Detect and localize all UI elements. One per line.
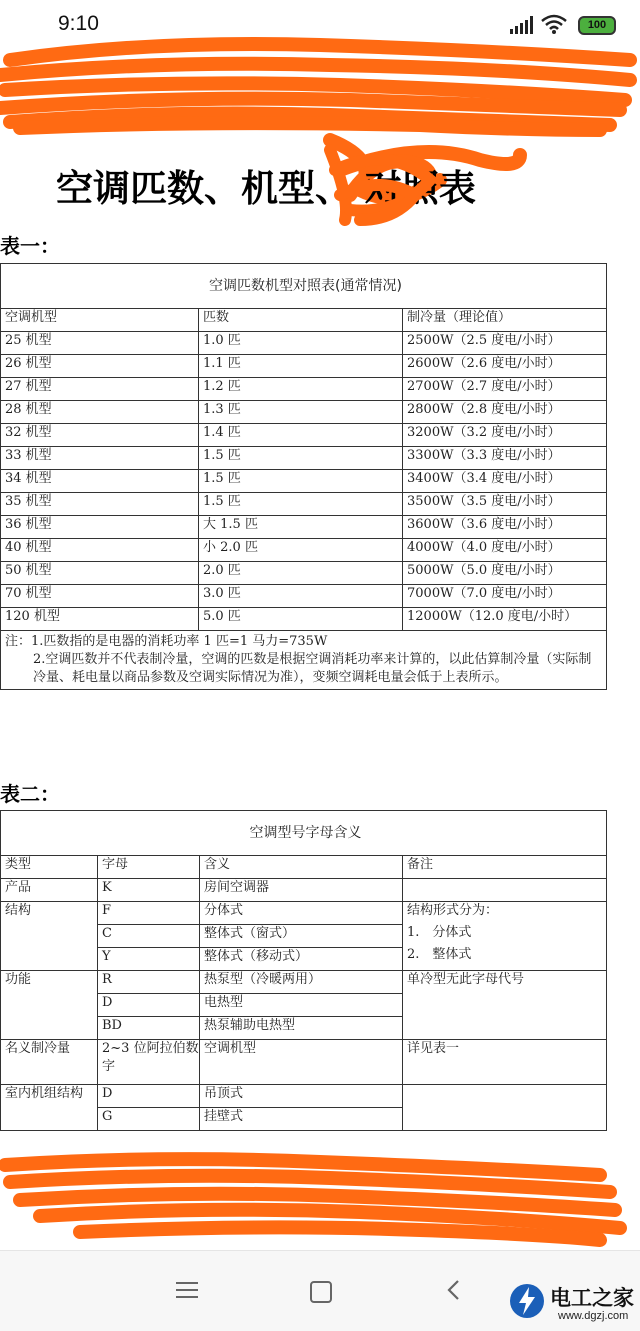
logo-url: www.dgzj.com [558,1310,629,1322]
header-cell: 含义 [200,856,403,879]
ac-capacity-table [0,263,607,690]
table1-notes [1,631,607,690]
table-row: 结构 F 分体式 结构形式分为： 1. 分体式 2. 整体式 [1,902,607,925]
structure-remark: 结构形式分为： 1. 分体式 2. 整体式 [403,902,607,971]
back-icon[interactable] [446,1279,460,1301]
table-row: 40 机型 小 2.0 匹 4000W（4.0 度电/小时） [1,539,607,562]
header-cell: 匹数 [199,309,403,332]
menu-icon[interactable] [176,1281,198,1299]
status-time: 9:10 [58,12,99,35]
lightning-logo-icon [508,1282,546,1320]
table-row: 36 机型 大 1.5 匹 3600W（3.6 度电/小时） [1,516,607,539]
table-row: 50 机型 2.0 匹 5000W（5.0 度电/小时） [1,562,607,585]
table-row: D 电热型 [1,994,607,1017]
table1-section-label: 表一： [0,234,60,258]
table-row: 35 机型 1.5 匹 3500W（3.5 度电/小时） [1,493,607,516]
header-cell: 字母 [98,856,200,879]
document-title: 空调匹数、机型、 对照表 [56,167,476,210]
table-row: 34 机型 1.5 匹 3400W（3.4 度电/小时） [1,470,607,493]
table2-section-label: 表二： [0,782,60,806]
table-row: 120 机型 5.0 匹 12000W（12.0 度电/小时） [1,608,607,631]
table-row: 32 机型 1.4 匹 3200W（3.2 度电/小时） [1,424,607,447]
site-logo [508,1280,640,1326]
note-2: 2.空调匹数并不代表制冷量，空调的匹数是根据空调消耗功率来计算的，以此估算制冷量（实际制冷量、耗电量以商品参数及空调实际情况为准），变频空调耗电量会低于上表所示。 [33,652,592,685]
table-row: BD 热泵辅助电热型 [1,1017,607,1040]
header-cell: 制冷量（理论值） [403,309,607,332]
table-row: 功能 R 热泵型（冷暖两用） 单冷型无此字母代号 [1,971,607,994]
table-caption: 空调匹数机型对照表(通常情况) [1,264,607,309]
table-row: 28 机型 1.3 匹 2800W（2.8 度电/小时） [1,401,607,424]
table-row: 名义制冷量 2~3 位阿拉伯数字 空调机型 详见表一 [1,1040,607,1085]
table-row: 25 机型 1.0 匹 2500W（2.5 度电/小时） [1,332,607,355]
table-row: 室内机组结构 D 吊顶式 [1,1085,607,1108]
redaction-scribble-bottom [0,1150,640,1250]
table-row: 26 机型 1.1 匹 2600W（2.6 度电/小时） [1,355,607,378]
header-cell: 备注 [403,856,607,879]
table-row: 33 机型 1.5 匹 3300W（3.3 度电/小时） [1,447,607,470]
table-row: 产品 K 房间空调器 [1,879,607,902]
note-1: 注：1.匹数指的是电器的消耗功率 1 匹=1 马力=735W [5,634,328,649]
table-row: 27 机型 1.2 匹 2700W（2.7 度电/小时） [1,378,607,401]
table-row: Y 整体式（移动式） [1,948,607,971]
table-caption: 空调型号字母含义 [1,811,607,856]
home-icon[interactable] [310,1281,332,1303]
table-row: C 整体式（窗式） [1,925,607,948]
logo-name: 电工之家 [550,1286,634,1310]
ac-model-letter-table [0,810,607,1131]
battery-icon: 100 [578,16,616,35]
redaction-scribble-title [0,140,640,230]
header-cell: 空调机型 [1,309,199,332]
table-row: 70 机型 3.0 匹 7000W（7.0 度电/小时） [1,585,607,608]
table-row: G 挂壁式 [1,1108,607,1131]
header-cell: 类型 [1,856,98,879]
